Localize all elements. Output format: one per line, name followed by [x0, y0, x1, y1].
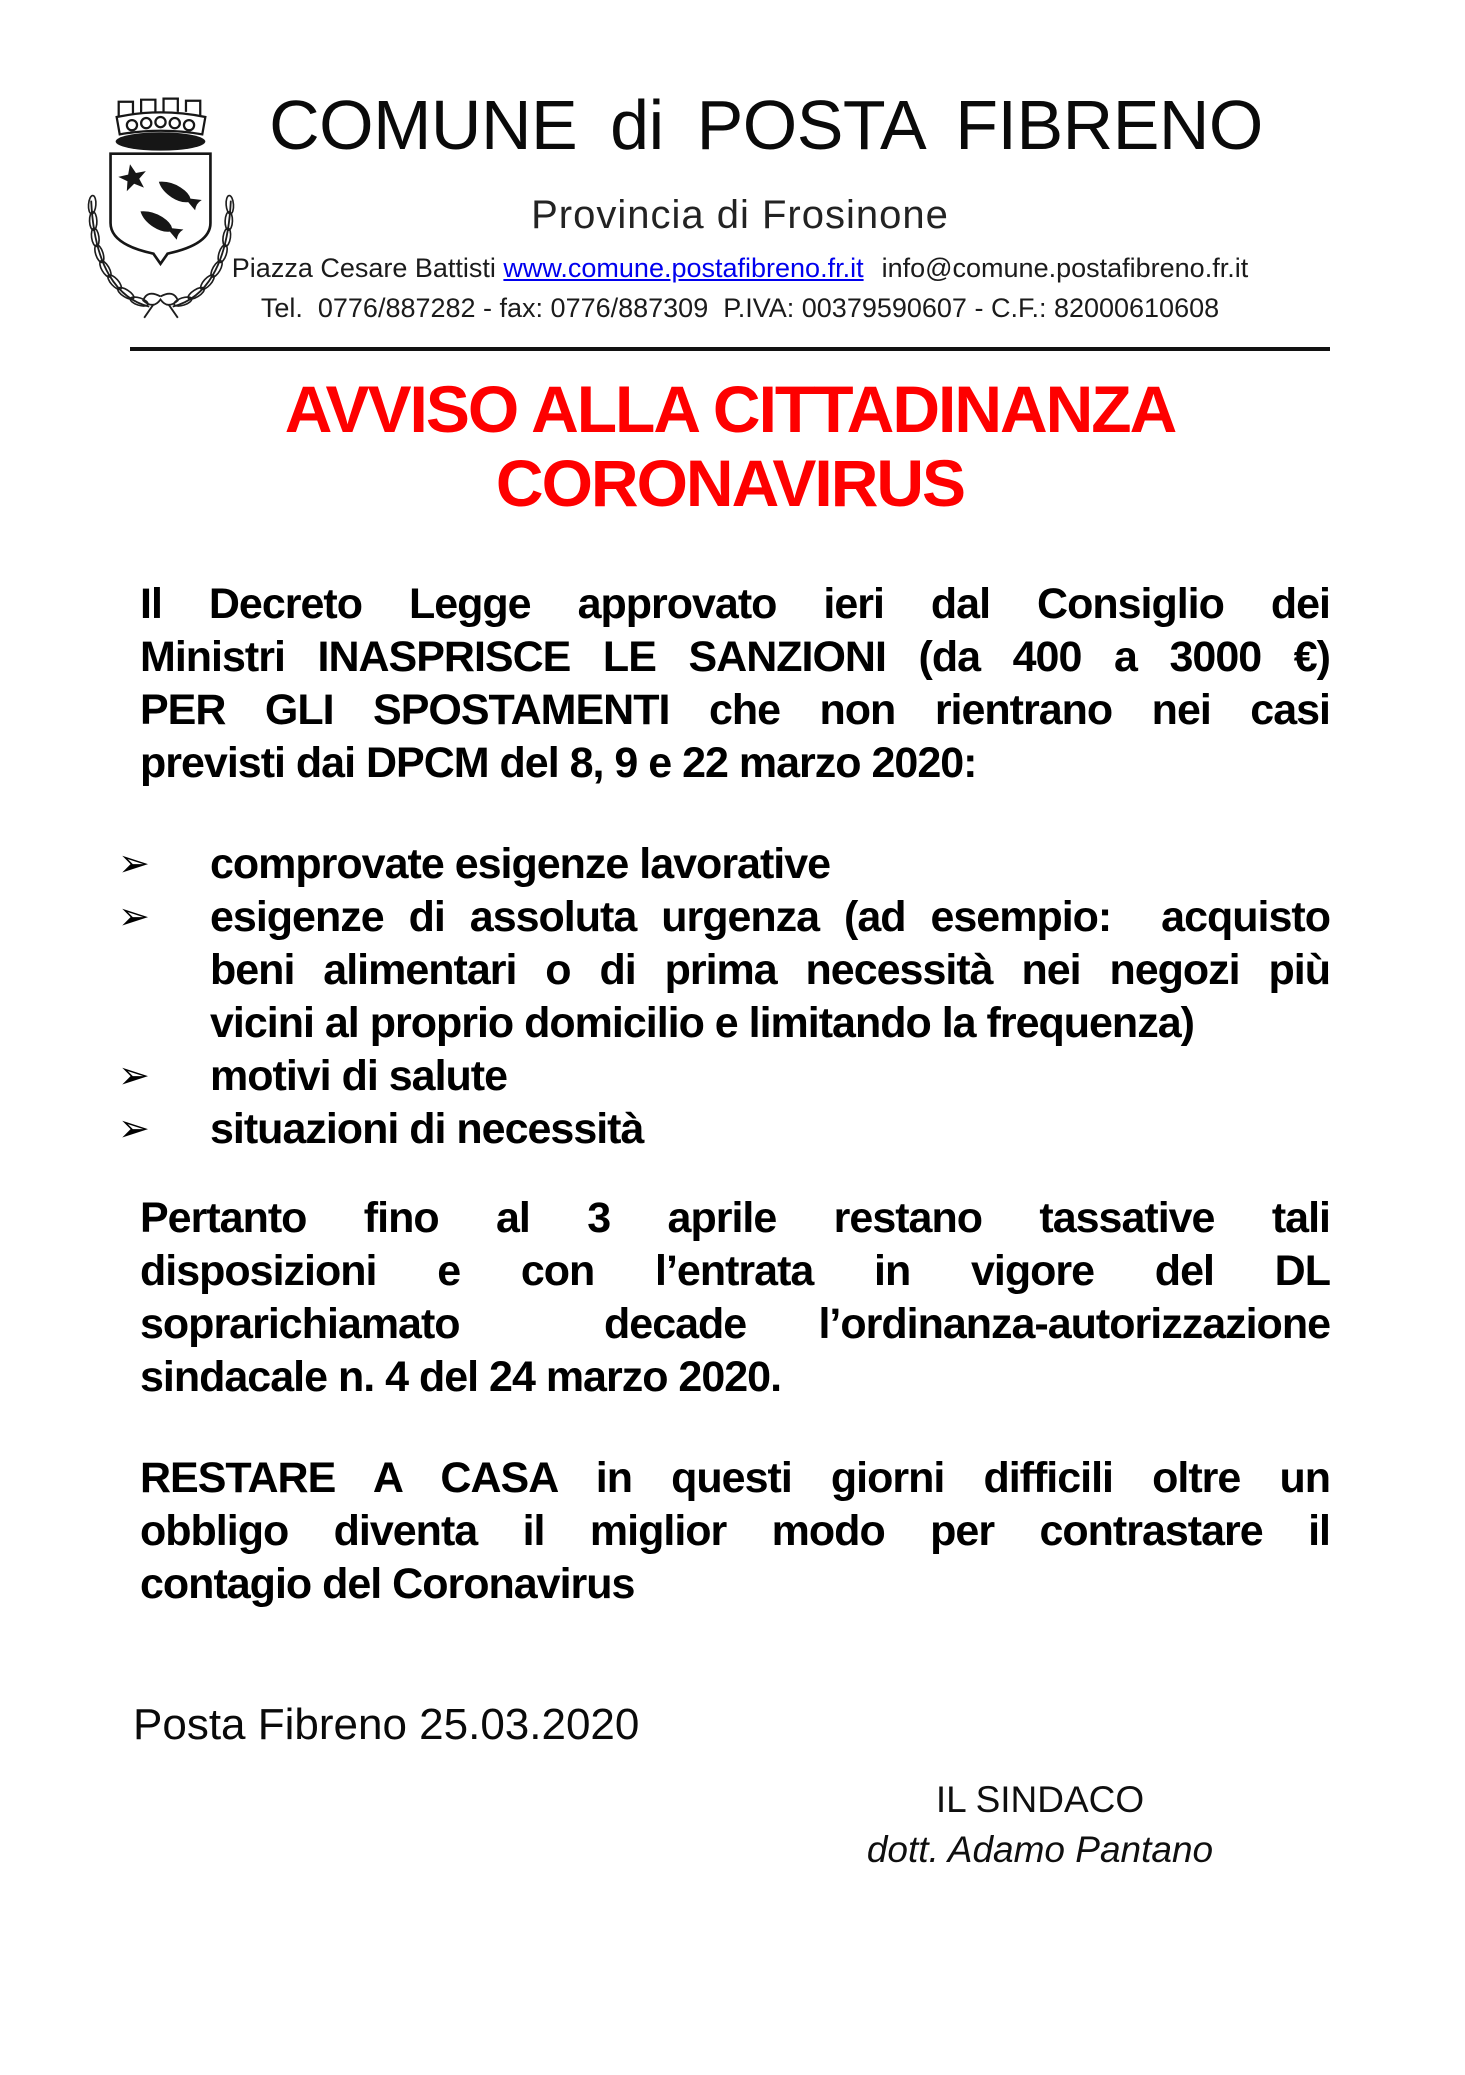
text-line: soprarichiamato decade l’ordinanza-autorizzazione [140, 1300, 1330, 1348]
exceptions-bullet-list [118, 838, 1330, 1156]
text-line: Pertanto fino al 3 aprile restano tassative tali [140, 1194, 1330, 1242]
text-line: obbligo diventa il miglior modo per contrastare il [140, 1507, 1330, 1555]
text-line: disposizioni e con l’entrata in vigore del DL [140, 1247, 1330, 1295]
list-item [118, 891, 1330, 1050]
signature-role: IL SINDACO [935, 1779, 1145, 1820]
bullet-text [210, 891, 1330, 1050]
arrow-bullet-icon: ➢ [118, 896, 150, 938]
text-line: motivi di salute [210, 1052, 508, 1100]
text-line: contagio del Coronavirus [140, 1560, 635, 1608]
email-text: info@comune.postafibreno.fr.it [881, 253, 1249, 283]
letterhead [150, 0, 1330, 324]
website-link[interactable]: www.comune.postafibreno.fr.it [503, 253, 864, 283]
list-item [118, 1050, 1330, 1103]
notice-title-line1: AVVISO ALLA CITTADINANZA [284, 372, 1176, 446]
signature-name: dott. Adamo Pantano [866, 1829, 1214, 1870]
province-subtitle: Provincia di Frosinone [531, 193, 949, 237]
notice-title [130, 372, 1330, 520]
address-prefix: Piazza Cesare Battisti [231, 253, 504, 283]
list-item [118, 838, 1330, 891]
text-line: previsti dai DPCM del 8, 9 e 22 marzo 2020: [140, 739, 977, 787]
signature-block [860, 1778, 1220, 1872]
place-and-date: Posta Fibreno 25.03.2020 [133, 1700, 640, 1749]
text-line: Ministri INASPRISCE LE SANZIONI (da 400 a 3000 €) [140, 633, 1330, 681]
text-line: comprovate esigenze lavorative [210, 840, 831, 888]
list-item [118, 1103, 1330, 1156]
text-line: esigenze di assoluta urgenza (ad esempio: acquisto [210, 893, 1330, 941]
arrow-bullet-icon: ➢ [118, 1108, 150, 1150]
paragraph-pertanto [140, 1192, 1330, 1404]
text-line: sindacale n. 4 del 24 marzo 2020. [140, 1353, 782, 1401]
bullet-text [210, 1103, 1330, 1156]
text-line: vicini al proprio domicilio e limitando la frequenza) [210, 999, 1194, 1047]
text-line: RESTARE A CASA in questi giorni difficili oltre un [140, 1454, 1330, 1502]
address-line [150, 252, 1330, 284]
text-line: situazioni di necessità [210, 1105, 644, 1153]
municipality-title: COMUNE di POSTA FIBRENO [269, 86, 1263, 164]
paragraph-decreto-legge [140, 578, 1330, 790]
bullet-text [210, 1050, 1330, 1103]
bullet-text [210, 838, 1330, 891]
text-line: PER GLI SPOSTAMENTI che non rientrano nei casi [140, 686, 1330, 734]
notice-title-line2: CORONAVIRUS [495, 446, 965, 520]
text-line: Il Decreto Legge approvato ieri dal Consiglio dei [140, 580, 1330, 628]
header-divider [130, 347, 1330, 351]
arrow-bullet-icon: ➢ [118, 1055, 150, 1097]
paragraph-restare-a-casa [140, 1452, 1330, 1611]
arrow-bullet-icon: ➢ [118, 843, 150, 885]
text-line: beni alimentari o di prima necessità nei negozi più [210, 946, 1330, 994]
contact-line: Tel. 0776/887282 - fax: 0776/887309 P.IVA: 00379590607 - C.F.: 82000610608 [260, 293, 1220, 323]
